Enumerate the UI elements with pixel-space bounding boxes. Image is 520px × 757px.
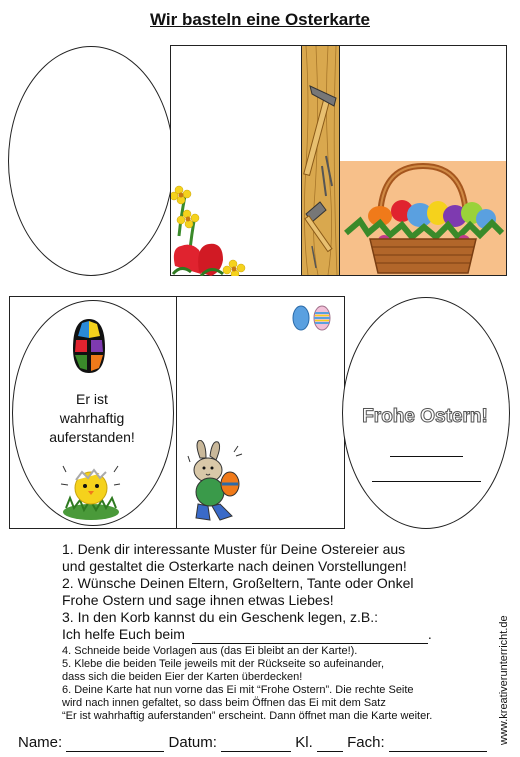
instruction-line-2: und gestaltet die Osterkarte nach deinen Vorstellungen! <box>62 558 407 574</box>
website-credit: www.kreativerunterricht.de <box>498 615 510 745</box>
hammer-icon <box>302 46 340 275</box>
stained-glass-egg-icon <box>72 318 106 374</box>
card-message-line-2: wahrhaftig <box>59 410 125 426</box>
instruction-small-line-6: “Er ist wahrhaftig auferstanden” erscheint. Dann öffnet man die Karte weiter. <box>62 710 433 722</box>
flower-icon <box>171 176 251 276</box>
top-card-left-panel <box>170 45 303 276</box>
instruction-small-line-2: 5. Klebe die beiden Teile jeweils mit der Rückseite so aufeinander, <box>62 658 385 670</box>
instruction-line-3: 2. Wünsche Deinen Eltern, Großeltern, Tante oder Onkel <box>62 575 414 591</box>
name-label: Name: <box>18 734 63 751</box>
instruction-small-line-5: wird nach innen gefaltet, so dass beim Öffnen das Ei mit dem Satz <box>62 697 386 709</box>
page-title: Wir basteln eine Osterkarte <box>150 10 370 29</box>
instruction-small-line-1: 4. Schneide beide Vorlagen aus (das Ei bleibt an der Karte!). <box>62 645 358 657</box>
datum-field[interactable] <box>221 734 291 752</box>
card-message-line-3: auferstanden! <box>49 429 135 445</box>
write-line-1 <box>390 456 463 457</box>
fach-label: Fach: <box>347 734 385 751</box>
write-line-2 <box>372 481 481 482</box>
chick-icon <box>58 458 124 522</box>
top-card-right-panel <box>339 45 507 276</box>
instruction-small-line-4: 6. Deine Karte hat nun vorne das Ei mit “Frohe Ostern”. Die rechte Seite <box>62 684 414 696</box>
fach-field[interactable] <box>389 734 487 752</box>
kl-field[interactable] <box>317 734 343 752</box>
instruction-line-6-text: Ich helfe Euch beim <box>62 626 185 642</box>
instruction-line-5: 3. In den Korb kannst du ein Geschenk legen, z.B.: <box>62 609 378 625</box>
footer-fields <box>18 734 487 752</box>
top-left-egg <box>8 46 174 276</box>
name-field[interactable] <box>66 734 164 752</box>
instruction-line-4: Frohe Ostern und sage ihnen etwas Liebes! <box>62 592 334 608</box>
small-eggs-icon <box>291 305 333 331</box>
top-card-middle-panel <box>301 45 341 276</box>
easter-basket-icon <box>340 161 506 275</box>
kl-label: Kl. <box>295 734 313 751</box>
frohe-ostern-heading: Frohe Ostern! <box>362 406 488 427</box>
datum-label: Datum: <box>168 734 217 751</box>
instruction-line-6 <box>62 626 432 644</box>
card-message-line-1: Er ist <box>76 391 108 407</box>
gift-answer-period: . <box>427 626 432 642</box>
instruction-line-1: 1. Denk dir interessante Muster für Deine Ostereier aus <box>62 541 406 557</box>
instruction-small-line-3: dass sich die beiden Eier der Karten überdecken! <box>62 671 303 683</box>
gift-answer-line <box>192 626 428 644</box>
easter-bunny-icon <box>180 440 252 526</box>
